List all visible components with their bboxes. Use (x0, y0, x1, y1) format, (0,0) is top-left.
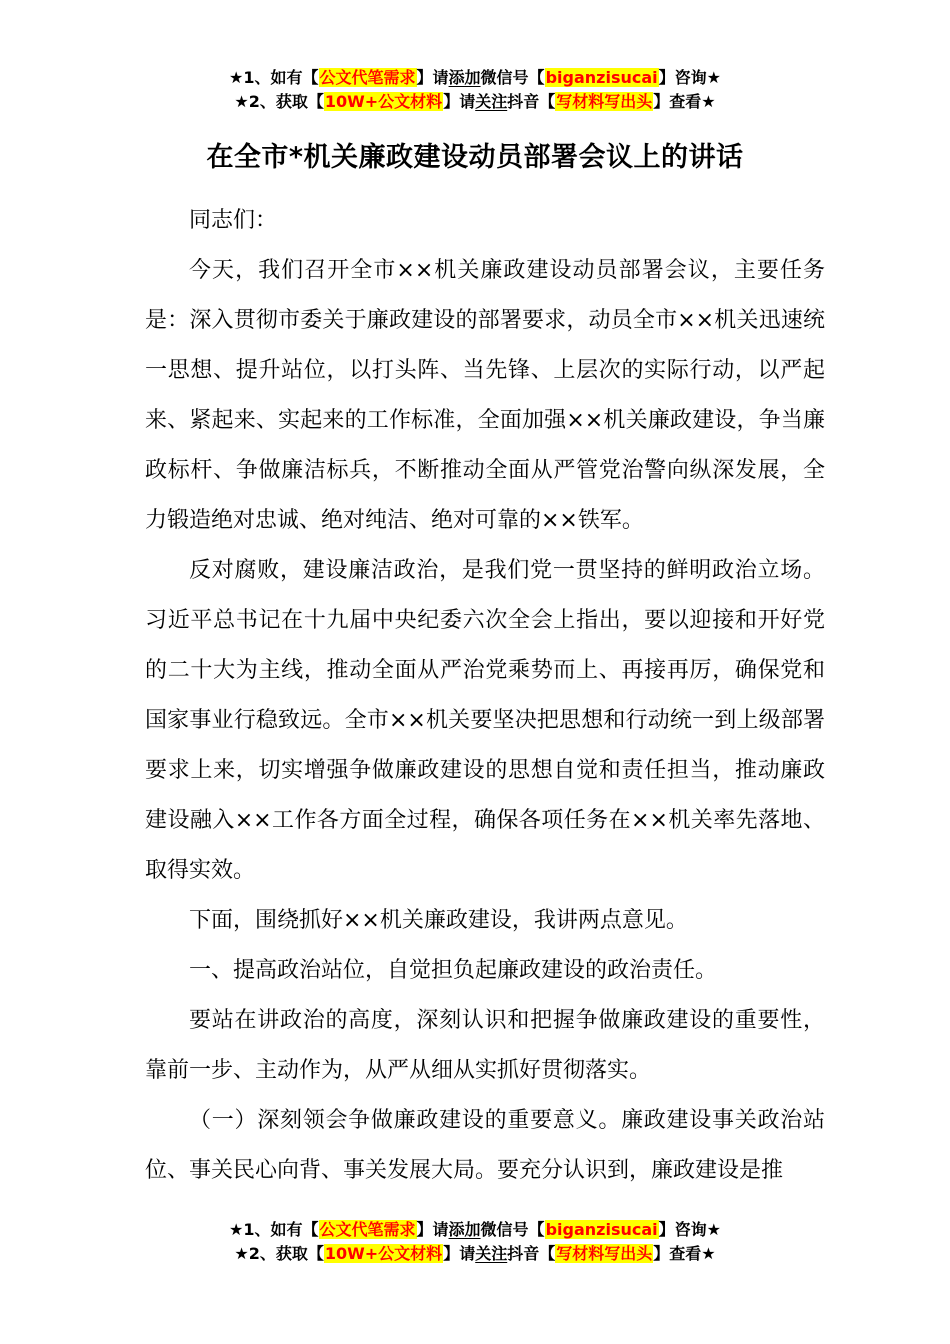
paragraph: 下面，围绕抓好××机关廉政建设，我讲两点意见。 (189, 908, 688, 933)
promo-line-1 (0, 66, 950, 90)
promo-highlight: 公文代笔需求 (319, 1220, 416, 1239)
promo-underline: 关注 (475, 92, 508, 111)
promo-text: 】请 (416, 68, 449, 87)
promo-text: 微信号【 (480, 1220, 545, 1239)
promo-text: 微信号【 (480, 68, 545, 87)
promo-text: 】请 (416, 1220, 449, 1239)
promo-highlight: 写材料写出头 (556, 92, 653, 111)
paragraph: 要站在讲政治的高度，深刻认识和把握争做廉政建设的重要性，靠前一步、主动作为，从严从细从实抓好贯彻落实。 (145, 1008, 825, 1083)
paragraph: 反对腐败，建设廉洁政治，是我们党一贯坚持的鲜明政治立场。习近平总书记在十九届中央纪委六次全会上指出，要以迎接和开好党的二十大为主线，推动全面从严治党乘势而上、再接再厉，确保党和国家事业行稳致远。全市××机关要坚决把思想和行动统一到上级部署要求上来，切实增强争做廉政建设的思想自觉和责任担当，推动廉政建设融入××工作各方面全过程，确保各项任务在××机关率先落地、取得实效。 (145, 558, 825, 883)
promo-highlight: 写材料写出头 (556, 1244, 653, 1263)
promo-banner-bottom (0, 1218, 950, 1266)
promo-text: 】查看★ (653, 92, 716, 111)
document-title: 在全市*机关廉政建设动员部署会议上的讲话 (206, 142, 744, 173)
paragraph: （一）深刻领会争做廉政建设的重要意义。廉政建设事关政治站位、事关民心向背、事关发展大局。要充分认识到，廉政建设是推 (145, 1108, 825, 1183)
promo-underline: 添加 (448, 68, 481, 87)
promo-text: ★2、获取【 (234, 92, 324, 111)
section-heading: 一、提高政治站位，自觉担负起廉政建设的政治责任。 (189, 958, 718, 983)
promo-text: 】咨询★ (658, 1220, 721, 1239)
promo-text: 】咨询★ (658, 68, 721, 87)
promo-highlight: biganzisucai (545, 1220, 658, 1239)
promo-text: 】查看★ (653, 1244, 716, 1263)
paragraph: 今天，我们召开全市××机关廉政建设动员部署会议，主要任务是：深入贯彻市委关于廉政建设的部署要求，动员全市××机关迅速统一思想、提升站位，以打头阵、当先锋、上层次的实际行动，以严起来、紧起来、实起来的工作标准，全面加强××机关廉政建设，争当廉政标杆、争做廉洁标兵，不断推动全面从严管党治警向纵深发展，全力锻造绝对忠诚、绝对纯洁、绝对可靠的××铁军。 (145, 258, 825, 533)
promo-text: 】请 (443, 1244, 476, 1263)
promo-highlight: 公文代笔需求 (319, 68, 416, 87)
promo-highlight: biganzisucai (545, 68, 658, 87)
promo-underline: 关注 (475, 1244, 508, 1263)
document-body (145, 196, 825, 1196)
paragraph: 同志们： (189, 208, 278, 233)
promo-highlight: 10W+公文材料 (324, 92, 443, 111)
promo-text: ★1、如有【 (229, 1220, 319, 1239)
promo-text: 抖音【 (507, 1244, 556, 1263)
promo-underline: 添加 (448, 1220, 481, 1239)
promo-line-1 (0, 1218, 950, 1242)
promo-text: ★2、获取【 (234, 1244, 324, 1263)
promo-highlight: 10W+公文材料 (324, 1244, 443, 1263)
promo-text: 抖音【 (507, 92, 556, 111)
promo-line-2 (0, 90, 950, 114)
promo-text: ★1、如有【 (229, 68, 319, 87)
promo-text: 】请 (443, 92, 476, 111)
promo-line-2 (0, 1242, 950, 1266)
promo-banner-top (0, 66, 950, 114)
